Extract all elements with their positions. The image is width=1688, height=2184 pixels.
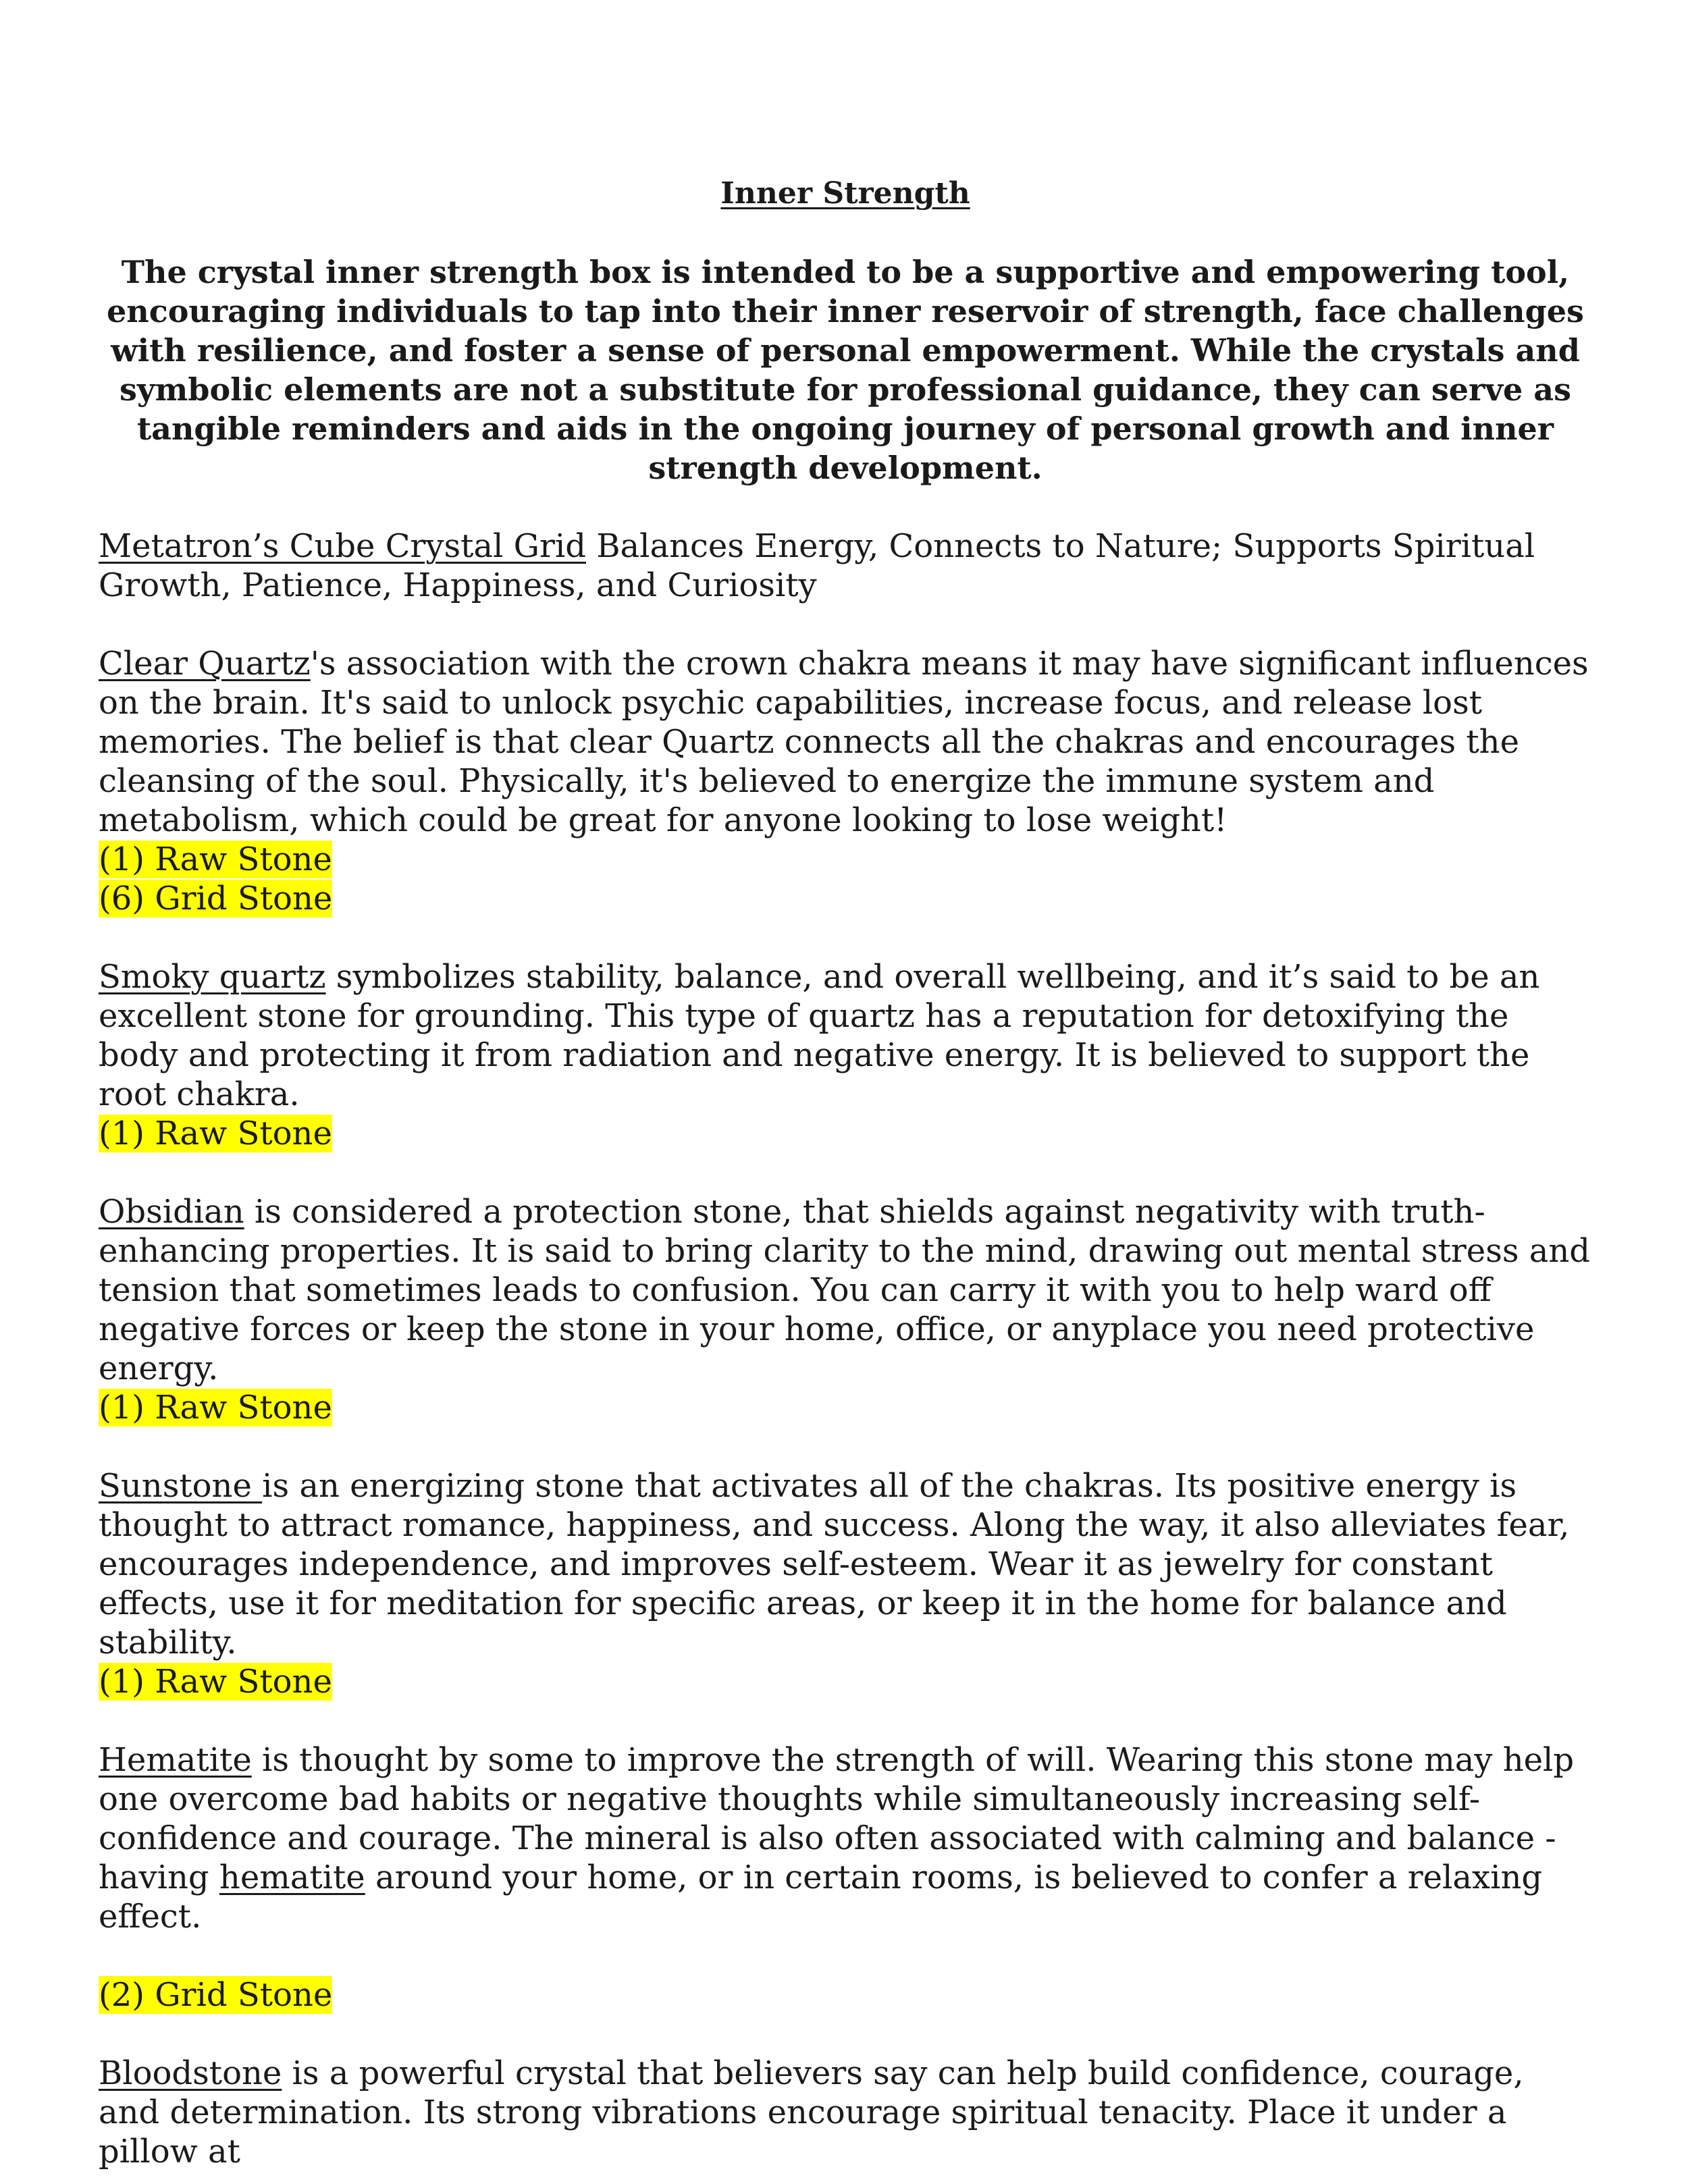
clear-quartz-text: 's association with the crown chakra means it may have significant influences on the brain. It's said to unlock psychic capabilities, increase focus, and release lost memories. The belief is that clear Quartz connects all the chakras and encourages the cleansing of the soul. Physically, it's believed to energize the immune system and metabolism, which could be great for anyone looking to lose weight! <box>99 645 1589 839</box>
metatron-name: Metatron’s Cube Crystal Grid <box>99 527 586 565</box>
bloodstone-text: is a powerful crystal that believers say can help build confidence, courage, and determination. Its strong vibrations encourage spiritual tenacity. Place it under a pillow at <box>99 2054 1524 2170</box>
metatron-paragraph <box>99 527 1592 605</box>
hematite-inline-name: hematite <box>219 1859 365 1896</box>
clear-quartz-item <box>99 879 1592 918</box>
smoky-quartz-text: symbolizes stability, balance, and overall wellbeing, and it’s said to be an excellent stone for grounding. This type of quartz has a reputation for detoxifying the body and protecting it from radiation and negative energy. It is believed to support the root chakra. <box>99 958 1540 1113</box>
hematite-text-a: is thought by some to improve the strength of will. Wearing this stone may help one overcome bad habits or negative thoughts while simultaneously increasing self-confidence and courage. The mineral is also often associated with calming and balance - having <box>99 1741 1575 1896</box>
obsidian-text: is considered a protection stone, that shields against negativity with truth-enhancing properties. It is said to bring clarity to the mind, drawing out mental stress and tension that sometimes leads to confusion. You can carry it with you to help ward off negative forces or keep the stone in your home, office, or anyplace you need protective energy. <box>99 1193 1590 1387</box>
clear-quartz-paragraph <box>99 644 1592 918</box>
bloodstone-paragraph <box>99 2054 1592 2171</box>
sunstone-name: Sunstone <box>99 1467 263 1505</box>
sunstone-text: is an energizing stone that activates all of the chakras. Its positive energy is thought to attract romance, happiness, and success. Along the way, it also alleviates fear, encourages independence, and improves self-esteem. Wear it as jewelry for constant effects, use it for meditation for specific areas, or keep it in the home for balance and stability. <box>99 1467 1570 1661</box>
hematite-paragraph <box>99 1740 1592 2015</box>
clear-quartz-name: Clear Quartz <box>99 645 311 683</box>
highlight-label: (2) Grid Stone <box>99 1976 333 2014</box>
hematite-name: Hematite <box>99 1741 252 1779</box>
smoky-quartz-item <box>99 1114 1592 1153</box>
blank-line <box>99 1936 1592 1975</box>
document-title-text: Inner Strength <box>720 176 970 211</box>
clear-quartz-item <box>99 840 1592 879</box>
obsidian-paragraph <box>99 1192 1592 1427</box>
obsidian-item <box>99 1388 1592 1427</box>
highlight-label: (1) Raw Stone <box>99 1663 332 1701</box>
highlight-label: (1) Raw Stone <box>99 841 332 878</box>
sunstone-paragraph <box>99 1466 1592 1701</box>
hematite-item <box>99 1975 1592 2015</box>
metatron-text: Balances Energy, Connects to Nature; Supports Spiritual Growth, Patience, Happiness, and Curiosity <box>99 527 1535 604</box>
obsidian-name: Obsidian <box>99 1193 244 1231</box>
document-page <box>99 174 1592 2171</box>
highlight-label: (6) Grid Stone <box>99 880 333 917</box>
sunstone-item <box>99 1662 1592 1701</box>
smoky-quartz-paragraph <box>99 957 1592 1153</box>
document-title <box>99 174 1592 213</box>
smoky-quartz-name: Smoky quartz <box>99 958 326 996</box>
bloodstone-name: Bloodstone <box>99 2054 282 2092</box>
hematite-text-b: around your home, or in certain rooms, is believed to confer a relaxing effect. <box>99 1859 1543 1936</box>
highlight-label: (1) Raw Stone <box>99 1389 332 1427</box>
intro-paragraph: The crystal inner strength box is intended to be a supportive and empowering tool, encouraging individuals to tap into their inner reservoir of strength, face challenges with resilience, and foster a sense of personal empowerment. While the crystals and symbolic elements are not a substitute for professional guidance, they can serve as tangible reminders and aids in the ongoing journey of personal growth and inner strength development. <box>107 254 1584 486</box>
highlight-label: (1) Raw Stone <box>99 1115 332 1152</box>
